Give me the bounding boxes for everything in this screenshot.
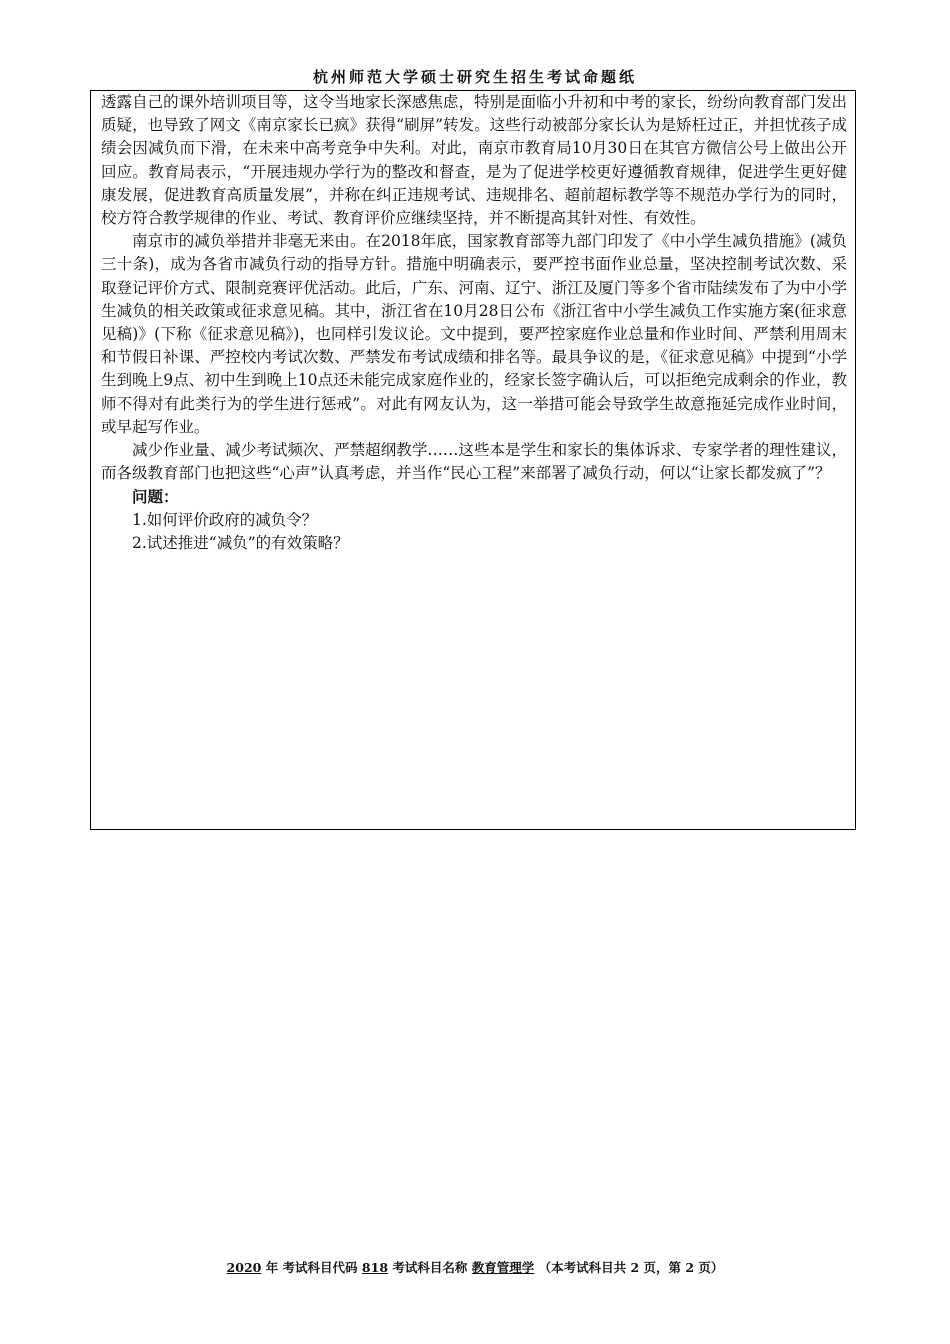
paragraph-1: 透露自己的课外培训项目等，这令当地家长深感焦虑，特别是面临小升初和中考的家长，纷纷向教育部门发出质疑，也导致了网文《南京家长已疯》获得“刷屏”转发。这些行动被部分家长认为是矫枉过正，并担忧孩子成绩会因减负而下滑，在未来中高考竞争中失利。对此，南京市教育局10月30日在其官方微信公号上做出公开回应。教育局表示，“开展违规办学行为的整改和督查，是为了促进学校更好遵循教育规律，促进学生更好健康发展，促进教育高质量发展”，并称在纠正违规考试、违规排名、超前超标教学等不规范办学行为的同时，校方符合教学规律的作业、考试、教育评价应继续坚持，并不断提高其针对性、有效性。 [101,93,847,228]
exam-year: 2020 [226,1260,262,1275]
question-1: 1.如何评价政府的减负令？ [132,510,318,529]
page-header: 杭州师范大学硕士研究生招生考试命题纸 [312,68,637,86]
question-box [90,90,856,830]
questions-title: 问题： [132,487,179,507]
paragraph-3: 减少作业量、减少考试频次、严禁超纲教学……这些本是学生和家长的集体诉求、专家学者的理性建议，而各级教育部门也把这些“心声”认真考虑，并当作“民心工程”来部署了减负行动，何以“让家长都发疯了”？ [101,441,847,483]
exam-code: 818 [361,1260,389,1275]
exam-code-label: 年 考试科目代码 [265,1260,358,1275]
question-2: 2.试述推进“减负”的有效策略？ [132,533,349,552]
page-footer [0,1258,950,1276]
page-info: （本考试科目共 2 页，第 2 页） [538,1260,724,1275]
exam-name-label: 考试科目名称 [392,1260,468,1275]
question-content [91,91,855,555]
exam-subject: 教育管理学 [471,1260,535,1275]
paragraph-2: 南京市的减负举措并非毫无来由。在2018年底，国家教育部等九部门印发了《中小学生减负措施》(减负三十条)，成为各省市减负行动的指导方针。措施中明确表示，要严控书面作业总量，坚决控制考试次数、采取登记评价方式、限制竞赛评优活动。此后，广东、河南、辽宁、浙江及厦门等多个省市陆续发布了为中小学生减负的相关政策或征求意见稿。其中，浙江省在10月28日公布《浙江省中小学生减负工作实施方案(征求意见稿)》(下称《征求意见稿》)，也同样引发议论。文中提到，要严控家庭作业总量和作业时间、严禁利用周末和节假日补课、严控校内考试次数、严禁发布考试成绩和排名等。最具争议的是，《征求意见稿》中提到“小学生到晚上9点、初中生到晚上10点还未能完成家庭作业的，经家长签字确认后，可以拒绝完成剩余的作业，教师不得对有此类行为的学生进行惩戒”。对此有网友认为，这一举措可能会导致学生故意拖延完成作业时间，或早起写作业。 [101,232,847,436]
